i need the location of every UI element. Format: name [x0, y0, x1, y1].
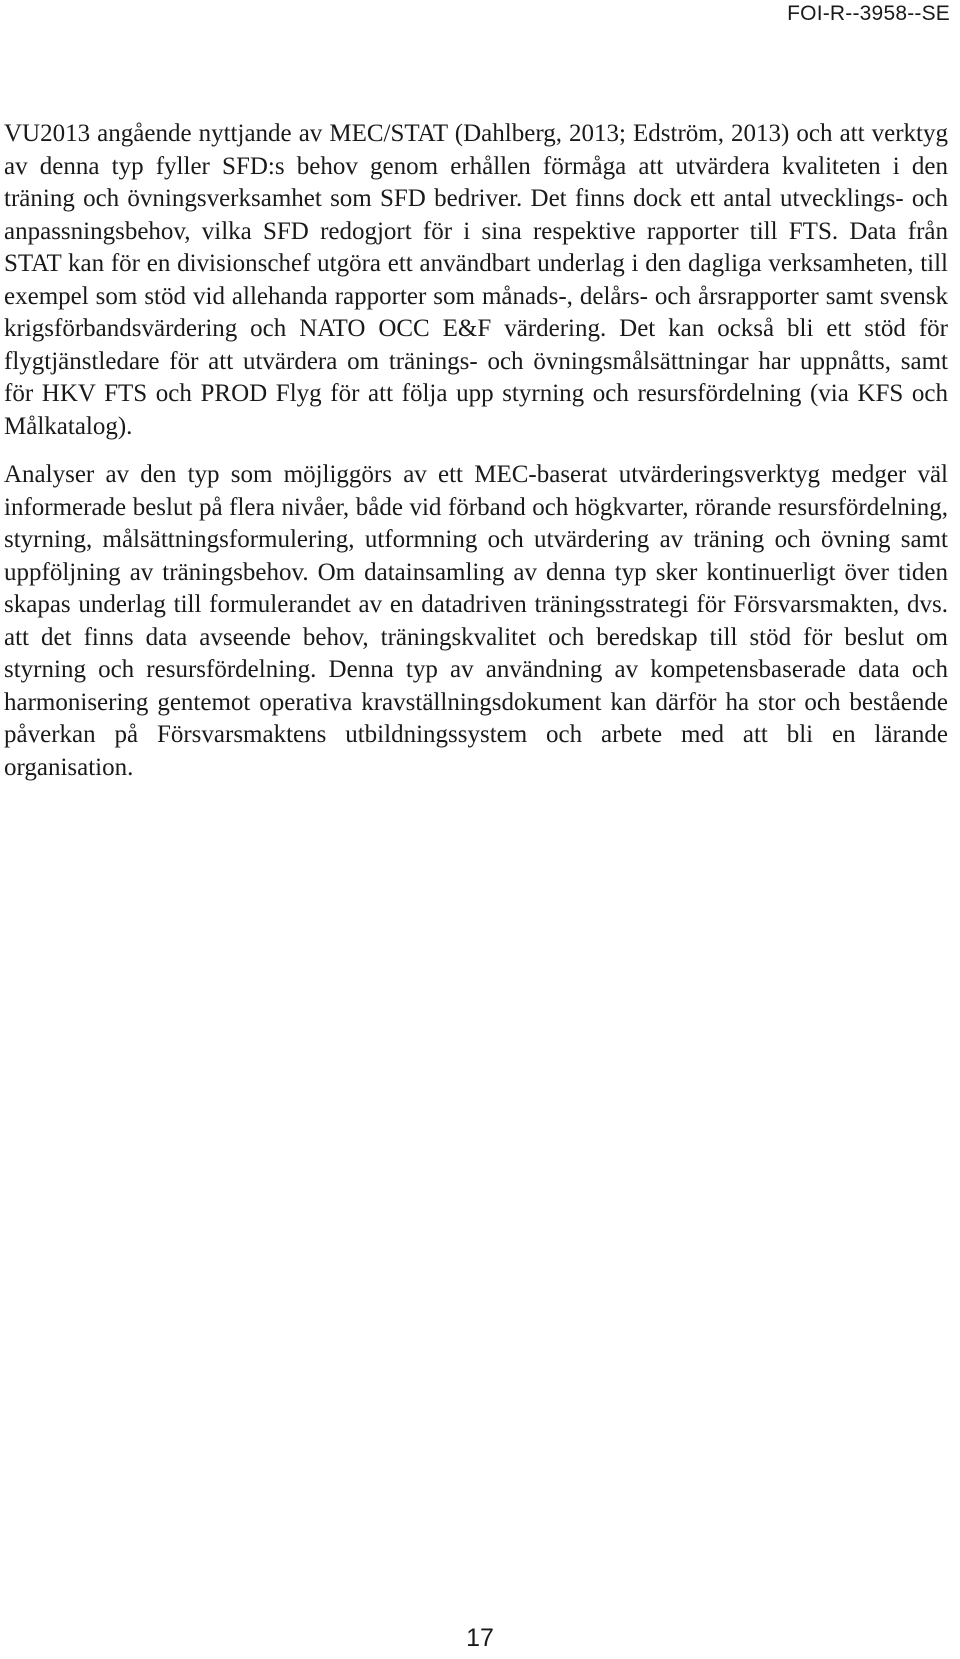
- body-text: [4, 118, 948, 784]
- report-number: FOI-R--3958--SE: [787, 2, 950, 25]
- paragraph: VU2013 angående nyttjande av MEC/STAT (Dahlberg, 2013; Edström, 2013) och att verktyg av denna typ fyller SFD:s behov genom erhållen förmåga att utvärdera kvaliteten i den träning och övningsverksamhet som SFD bedriver. Det finns dock ett antal utvecklings- och anpassningsbehov, vilka SFD redogjort för i sina respektive rapporter till FTS. Data från STAT kan för en divisionschef utgöra ett användbart underlag i den dagliga verksamheten, till exempel som stöd vid allehanda rapporter som månads-, delårs- och årsrapporter samt svensk krigsförbandsvärdering och NATO OCC E&F värdering. Det kan också bli ett stöd för flygtjänstledare för att utvärdera om tränings- och övningsmålsättningar har uppnåtts, samt för HKV FTS och PROD Flyg för att följa upp styrning och resursfördelning (via KFS och Målkatalog).: [4, 120, 948, 440]
- page-number: 17: [466, 1624, 494, 1652]
- paragraph: Analyser av den typ som möjliggörs av ett MEC-baserat utvärderingsverktyg medger väl informerade beslut på flera nivåer, både vid förband och högkvarter, rörande resursfördelning, styrning, målsättningsformulering, utformning och utvärdering av träning och övning samt uppföljning av träningsbehov. Om datainsamling av denna typ sker kontinuerligt över tiden skapas underlag till formulerandet av en datadriven träningsstrategi för Försvarsmakten, dvs. att det finns data avseende behov, träningskvalitet och beredskap till stöd för beslut om styrning och resursfördelning. Denna typ av användning av kompetensbaserade data och harmonisering gentemot operativa kravställningsdokument kan därför ha stor och bestående påverkan på Försvarsmaktens utbildningssystem och arbete med att bli en lärande organisation.: [4, 461, 948, 781]
